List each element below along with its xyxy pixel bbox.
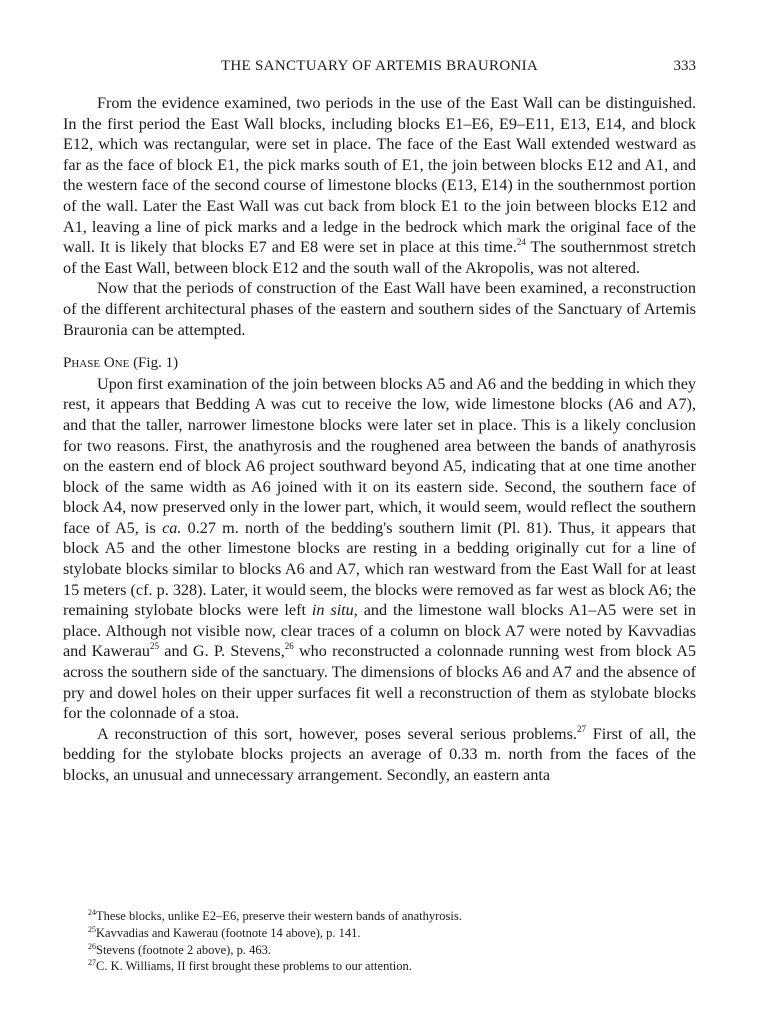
paragraph-3-text-e: who reconstructed a colonnade running west from block A5 across the southern side of the sanctuary. The dimensions of blocks A6 and A7 and the absence of pry and dowel holes on their upper surfaces fit well a reconstruction of them as stylobate blocks for the colonnade of a stoa. bbox=[63, 642, 696, 723]
paragraph-4 bbox=[63, 724, 696, 786]
footnote-text: Stevens (footnote 2 above), p. 463. bbox=[96, 942, 271, 957]
footnote-number: 27 bbox=[88, 958, 96, 968]
in-situ-italic: in situ bbox=[311, 601, 354, 620]
paragraph-3 bbox=[63, 374, 696, 724]
paragraph-3-text-a: Upon first examination of the join between blocks A5 and A6 and the bedding in which they rest, it appears that Bedding A was cut to receive the low, wide limestone blocks (A6 and A7), and that the taller, narrower limestone blocks were later set in place. This is a likely conclusion for two reasons. First, the anathyrosis and the roughened area between the bands of anathyrosis on the eastern end of block A6 project southward beyond A5, indicating that at one time another block of the same width as A6 joined with it on its eastern side. Second, the southern face of block A4, now preserved only in the lower part, which, it would seem, would reflect the southern face of A5, is bbox=[63, 374, 696, 537]
ca-italic: ca. bbox=[162, 518, 182, 537]
footnote-ref-26[interactable]: 26 bbox=[284, 641, 294, 652]
paragraph-3-text-c: , and the limestone wall blocks A1–A5 were set in place. Although not visible now, clear traces of a column on block A7 were noted by Kavvadias and Kawerau bbox=[63, 601, 696, 661]
footnote-text: Kavvadias and Kawerau (footnote 14 above), p. 141. bbox=[96, 925, 361, 940]
paragraph-3-text-d: and G. P. Stevens, bbox=[159, 642, 285, 661]
body-text bbox=[63, 93, 696, 786]
footnote-27 bbox=[88, 958, 698, 975]
footnote-24 bbox=[88, 908, 698, 925]
section-heading-title: Phase One bbox=[63, 355, 130, 372]
paragraph-4-text-a: A reconstruction of this sort, however, poses several serious problems. bbox=[97, 724, 577, 743]
footnote-26 bbox=[88, 942, 698, 959]
paragraph-4-text-b: First of all, the bedding for the stylobate blocks projects an average of 0.33 m. north from the faces of the blocks, an unusual and unnecessary arrangement. Secondly, an eastern anta bbox=[63, 724, 696, 784]
paragraph-3-text-b: 0.27 m. north of the bedding's southern limit (Pl. 81). Thus, it appears that block A5 and the other limestone blocks are resting in a bedding originally cut for a line of stylobate blocks similar to blocks A6 and A7, which ran westward from the East Wall for at least 15 meters (cf. p. 328). Later, it would seem, the blocks were removed as far west as block A6; the remaining stylobate blocks were left bbox=[63, 518, 696, 620]
page-number: 333 bbox=[673, 58, 696, 74]
paragraph-1-text-end: The southernmost stretch of the East Wall, between block E12 and the south wall of the Akropolis, was not altered. bbox=[63, 238, 696, 277]
section-heading bbox=[63, 353, 696, 374]
paragraph-1-text: From the evidence examined, two periods in the use of the East Wall can be distinguished. In the first period the East Wall blocks, including blocks E1–E6, E9–E11, E13, E14, and block E12, which was rectangular, were set in place. The face of the East Wall extended westward as far as the face of block E1, the pick marks south of E1, the join between blocks E12 and A1, and the western face of the second course of limestone blocks (E13, E14) in the southernmost portion of the wall. Later the East Wall was cut back from block E1 to the join between blocks E12 and A1, leaving a line of pick marks and a ledge in the bedrock which mark the original face of the wall. It is likely that blocks E7 and E8 were set in place at this time. bbox=[63, 94, 696, 257]
section-heading-fig: (Fig. 1) bbox=[129, 355, 179, 372]
paragraph-2: Now that the periods of construction of the East Wall have been examined, a reconstruction of the different architectural phases of the eastern and southern sides of the Sanctuary of Artemis Brauronia can be attempted. bbox=[63, 279, 696, 339]
running-header bbox=[63, 58, 696, 78]
footnote-text: C. K. Williams, II first brought these problems to our attention. bbox=[96, 959, 412, 974]
footnote-ref-27[interactable]: 27 bbox=[577, 723, 586, 734]
footnote-number: 24 bbox=[88, 908, 96, 917]
footnote-25 bbox=[88, 925, 698, 942]
footnote-ref-25[interactable]: 25 bbox=[150, 641, 160, 652]
footnotes bbox=[88, 908, 698, 975]
running-title: THE SANCTUARY OF ARTEMIS BRAURONIA bbox=[220, 58, 539, 74]
footnote-ref-24[interactable]: 24 bbox=[516, 237, 526, 248]
footnote-text: These blocks, unlike E2–E6, preserve their western bands of anathyrosis. bbox=[96, 909, 462, 923]
footnote-number: 25 bbox=[88, 924, 96, 934]
paragraph-1 bbox=[63, 93, 696, 278]
footnote-number: 26 bbox=[88, 941, 96, 951]
